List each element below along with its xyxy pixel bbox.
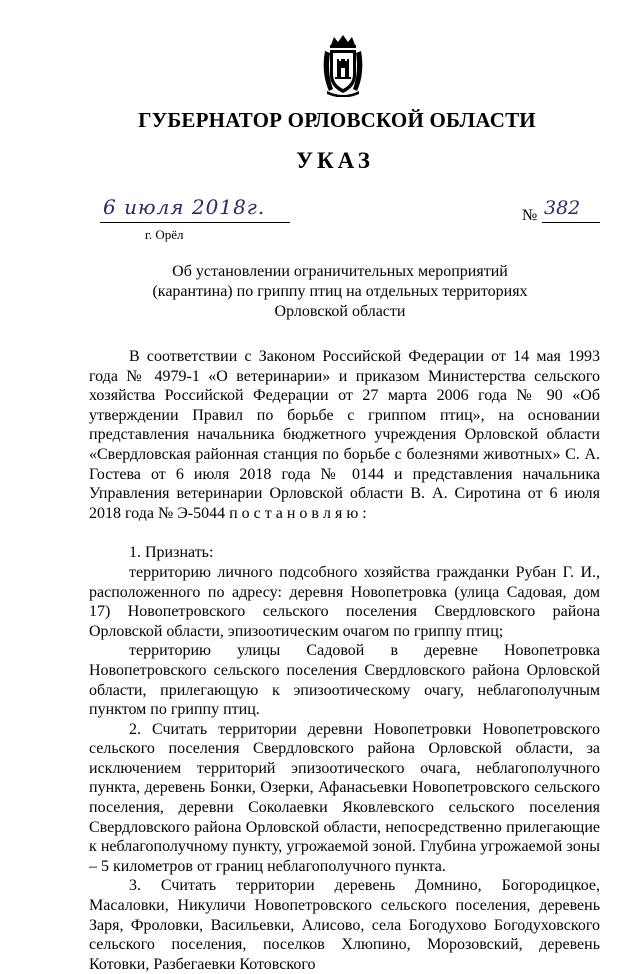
number-underline — [542, 222, 600, 223]
item-1-subparagraph: территорию личного подсобного хозяйства гражданки Рубан Г. И., расположенного по адресу: деревня Новопетровка (улица Садовая, дом 17) Новопетровского сельского поселения Свердловского района Орловской области, эпизоотическим очагом по гриппу птиц; — [89, 563, 600, 640]
item-3-paragraph: 3. Считать территории деревень Домнино, Богородицкое, Масаловки, Никуличи Новопетровского сельского поселения, деревень Заря, Фроловки, Васильевки, Алисово, села Богодухово Богодуховского сельского поселения, поселков Хлюпино, Морозовский, деревень Котовки, Разбегаевки Котовского — [89, 877, 600, 973]
issuing-authority: ГУБЕРНАТОР ОРЛОВСКОЙ ОБЛАСТИ — [138, 108, 536, 132]
item-2-paragraph: 2. Считать территории деревни Новопетровки Новопетровского сельского поселения Свердловского района Орловской области, за исключением территорий эпизоотического очага, неблагополучного пункта, деревень Бонки, Озерки, Афанасьевки Новопетровского сельского поселения, деревни Соколаевки Яковлевского сельского поселения Свердловского района Орловской области, непосредственно прилегающие к неблагополучному пункту, угрожаемой зоной. Глубина угрожаемой зоны – 5 километров от границ неблагополучного пункта. — [89, 720, 600, 875]
coat-of-arms-icon — [319, 33, 367, 97]
item-1-heading: 1. Признать: — [129, 544, 214, 562]
item-1-subparagraph: территорию улицы Садовой в деревне Новопетровка Новопетровского сельского поселения Свердловского района Орловской области, прилегающую к эпизоотическому очагу, неблагополучным пунктом по гриппу птиц. — [89, 642, 600, 719]
city-of-issue: г. Орёл — [145, 227, 184, 242]
preamble-paragraph: В соответствии с Законом Российской Федерации от 14 мая 1993 года № 4979-1 «О ветеринарии» и приказом Министерства сельского хозяйства Российской Федерации от 27 марта 2006 года № 90 «Об утверждении Правил по борьбе с гриппом птиц», на основании представления начальника бюджетного учреждения Орловской области «Свердловская районная станция по борьбе с болезнями животных» С. А. Гостева от 6 июля 2018 года № 0144 и представления начальника Управления ветеринарии Орловской области В. А. Сиротина от 6 июля 2018 года № Э-5044 п о с т а н о в л я ю : — [89, 348, 600, 522]
number-label: № — [522, 207, 538, 224]
handwritten-number: 382 — [544, 197, 581, 219]
decree-subject: Об установлении ограничительных мероприятий (карантина) по гриппу птиц на отдельных территориях Орловской области — [152, 263, 528, 320]
date-underline — [100, 222, 290, 223]
document-type: УКАЗ — [296, 148, 374, 173]
handwritten-date: 6 июля 2018г. — [103, 195, 266, 219]
decree-body — [89, 347, 600, 974]
